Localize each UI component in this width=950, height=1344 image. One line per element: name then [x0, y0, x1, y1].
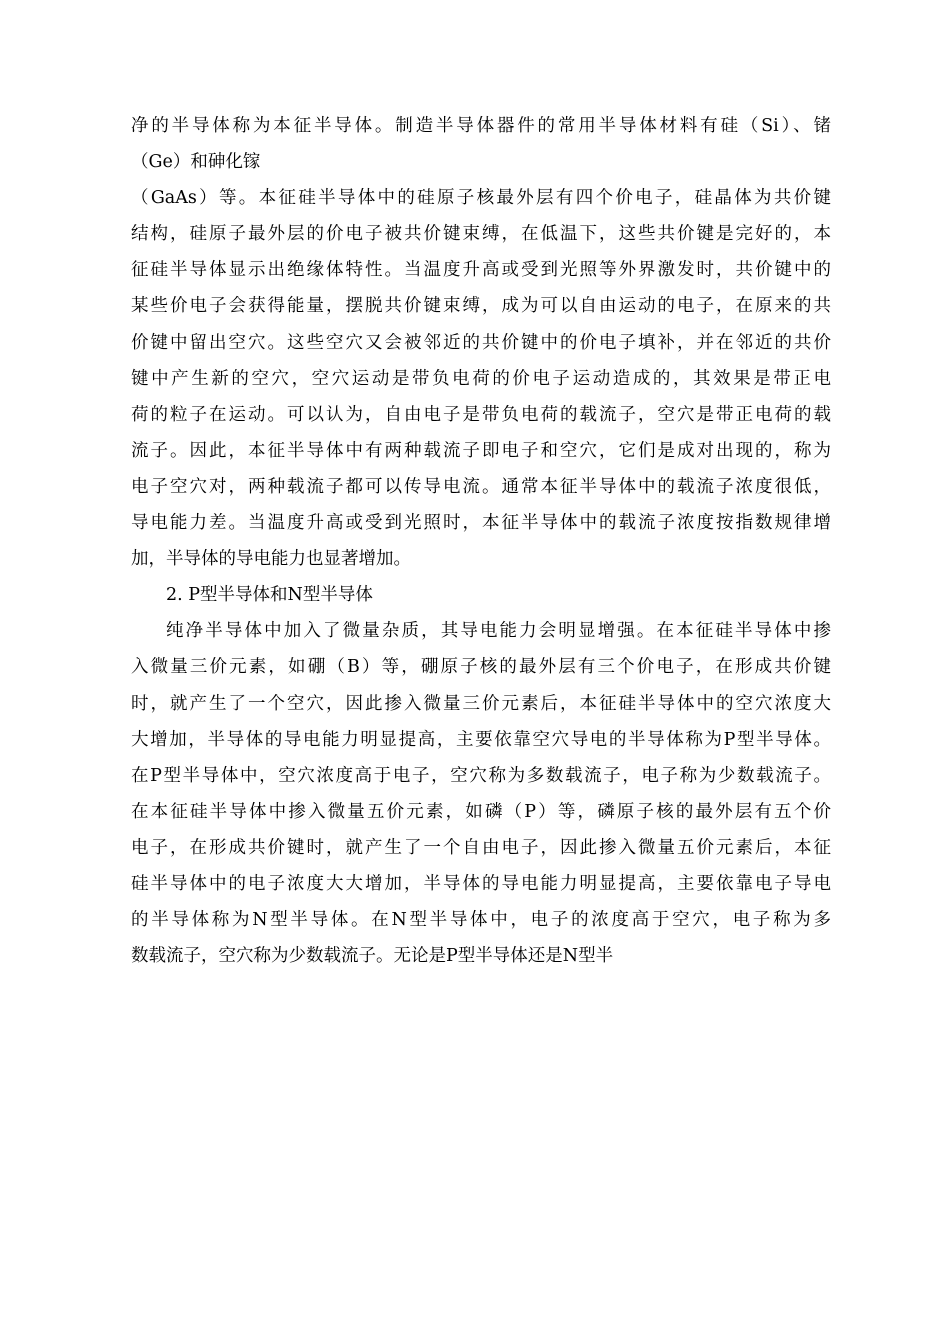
text-line: 硅半导体中的电子浓度大大增加，半导体的导电能力明显提高，主要依靠电子导电 — [131, 873, 831, 894]
text-line: 入微量三价元素，如硼（B）等，硼原子核的最外层有三个价电子，在形成共价键 — [131, 657, 831, 678]
text-line: 结构，硅原子最外层的价电子被共价键束缚，在低温下，这些共价键是完好的，本 — [131, 224, 831, 245]
text-line: 键中产生新的空穴，空穴运动是带负电荷的价电子运动造成的，其效果是带正电 — [131, 368, 831, 389]
text-line: 加，半导体的导电能力也显著增加。 — [131, 549, 411, 570]
text-line: 电子空穴对，两种载流子都可以传导电流。通常本征半导体中的载流子浓度很低， — [131, 476, 831, 497]
text-line: 在本征硅半导体中掺入微量五价元素，如磷（P）等，磷原子核的最外层有五个价 — [131, 801, 831, 822]
text-line: 数载流子，空穴称为少数载流子。无论是P型半导体还是N型半 — [131, 946, 614, 967]
text-line: （Ge）和砷化镓 — [131, 152, 261, 173]
text-line: 流子。因此，本征半导体中有两种载流子即电子和空穴，它们是成对出现的，称为 — [131, 440, 831, 461]
text-line: （GaAs）等。本征硅半导体中的硅原子核最外层有四个价电子，硅晶体为共价键 — [131, 188, 831, 209]
text-line: 某些价电子会获得能量，摆脱共价键束缚，成为可以自由运动的电子，在原来的共 — [131, 296, 831, 317]
text-line: 的半导体称为N型半导体。在N型半导体中，电子的浓度高于空穴，电子称为多 — [131, 910, 831, 931]
text-line: 导电能力差。当温度升高或受到光照时，本征半导体中的载流子浓度按指数规律增 — [131, 513, 831, 534]
body-text — [131, 108, 831, 974]
text-line: 荷的粒子在运动。可以认为，自由电子是带负电荷的载流子，空穴是带正电荷的载 — [131, 404, 831, 425]
text-line: 价键中留出空穴。这些空穴又会被邻近的共价键中的价电子填补，并在邻近的共价 — [131, 332, 831, 353]
text-line: 时，就产生了一个空穴，因此掺入微量三价元素后，本征硅半导体中的空穴浓度大 — [131, 693, 831, 714]
text-line: 征硅半导体显示出绝缘体特性。当温度升高或受到光照等外界激发时，共价键中的 — [131, 260, 831, 281]
section-heading: 2. P型半导体和N型半导体 — [166, 585, 373, 606]
text-line: 净的半导体称为本征半导体。制造半导体器件的常用半导体材料有硅（Si）、锗 — [131, 116, 831, 136]
text-line: 电子，在形成共价键时，就产生了一个自由电子，因此掺入微量五价元素后，本征 — [131, 837, 831, 858]
text-line: 在P型半导体中，空穴浓度高于电子，空穴称为多数载流子，电子称为少数载流子。 — [131, 765, 831, 786]
text-line: 纯净半导体中加入了微量杂质，其导电能力会明显增强。在本征硅半导体中掺 — [166, 621, 831, 642]
text-line: 大增加，半导体的导电能力明显提高，主要依靠空穴导电的半导体称为P型半导体。 — [131, 729, 831, 750]
